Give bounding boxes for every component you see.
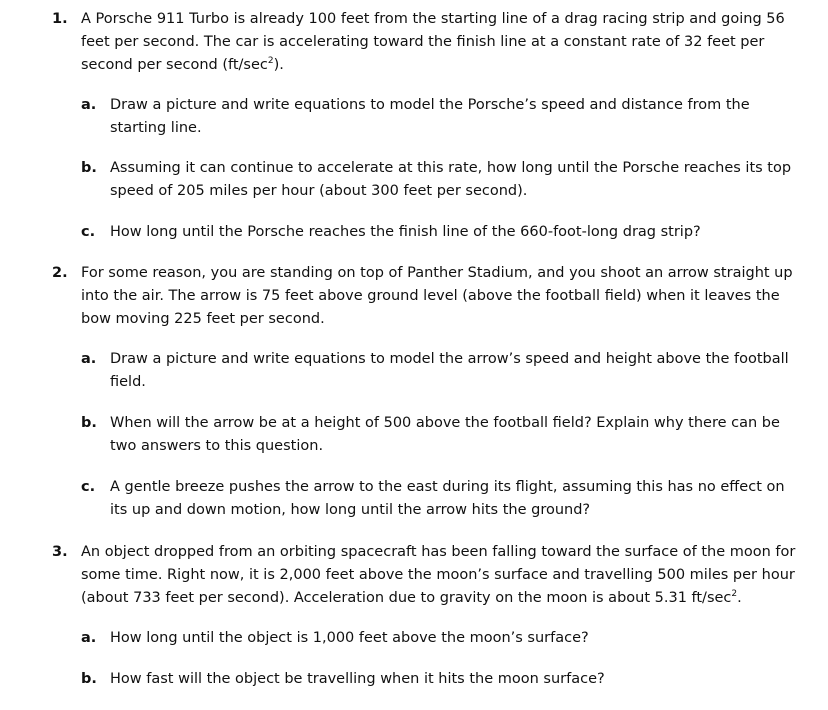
question-number: 3. [52, 544, 68, 560]
question-number: 1. [52, 11, 68, 27]
part-text: Draw a picture and write equations to model the Porsche’s speed and distance from the starting line. [110, 97, 750, 136]
part-text: Assuming it can continue to accelerate at this rate, how long until the Porsche reaches its top speed of 205 miles per hour (about 300 feet per second). [110, 160, 792, 199]
question-text: An object dropped from an orbiting spacecraft has been falling toward the surface of the moon for some time. Right now, it is 2,000 feet above the moon’s surface and travelling 500 miles per hour (about 733 feet per second). Acceleration due to gravity on the moon is about 5.31 $ft/\sec^2$. [81, 544, 796, 606]
superscript: 2 [267, 56, 274, 67]
part-text: How long until the object is 1,000 feet above the moon’s surface? [110, 630, 589, 646]
part-text: How long until the Porsche reaches the finish line of the 660-foot-long drag strip? [110, 224, 701, 240]
question-number: 2. [52, 265, 68, 281]
part-text: A gentle breeze pushes the arrow to the east during its flight, assuming this has no effect on its up and down motion, how long until the arrow hits the ground? [110, 479, 785, 518]
part-letter: a. [81, 630, 97, 646]
part-letter: a. [81, 351, 97, 367]
part-letter: b. [81, 415, 97, 431]
part-letter: b. [81, 160, 97, 176]
question-text: A Porsche 911 Turbo is already 100 feet from the starting line of a drag racing strip and going 56 feet per second. The car is accelerating toward the finish line at a constant rate of 32 feet per second per second $(ft/\sec^2)$. [81, 11, 785, 73]
part-letter: a. [81, 97, 97, 113]
part-text: When will the arrow be at a height of 500 above the football field? Explain why there can be two answers to this question. [110, 415, 780, 454]
part-letter: c. [81, 479, 96, 495]
part-text: Draw a picture and write equations to model the arrow’s speed and height above the football field. [110, 351, 789, 390]
part-letter: c. [81, 224, 96, 240]
question-text: For some reason, you are standing on top of Panther Stadium, and you shoot an arrow straight up into the air. The arrow is 75 feet above ground level (above the football field) when it leaves the bow moving 225 feet per second. [81, 265, 793, 327]
part-text: How fast will the object be travelling when it hits the moon surface? [110, 671, 605, 687]
superscript: 2 [731, 589, 738, 600]
part-letter: b. [81, 671, 97, 687]
